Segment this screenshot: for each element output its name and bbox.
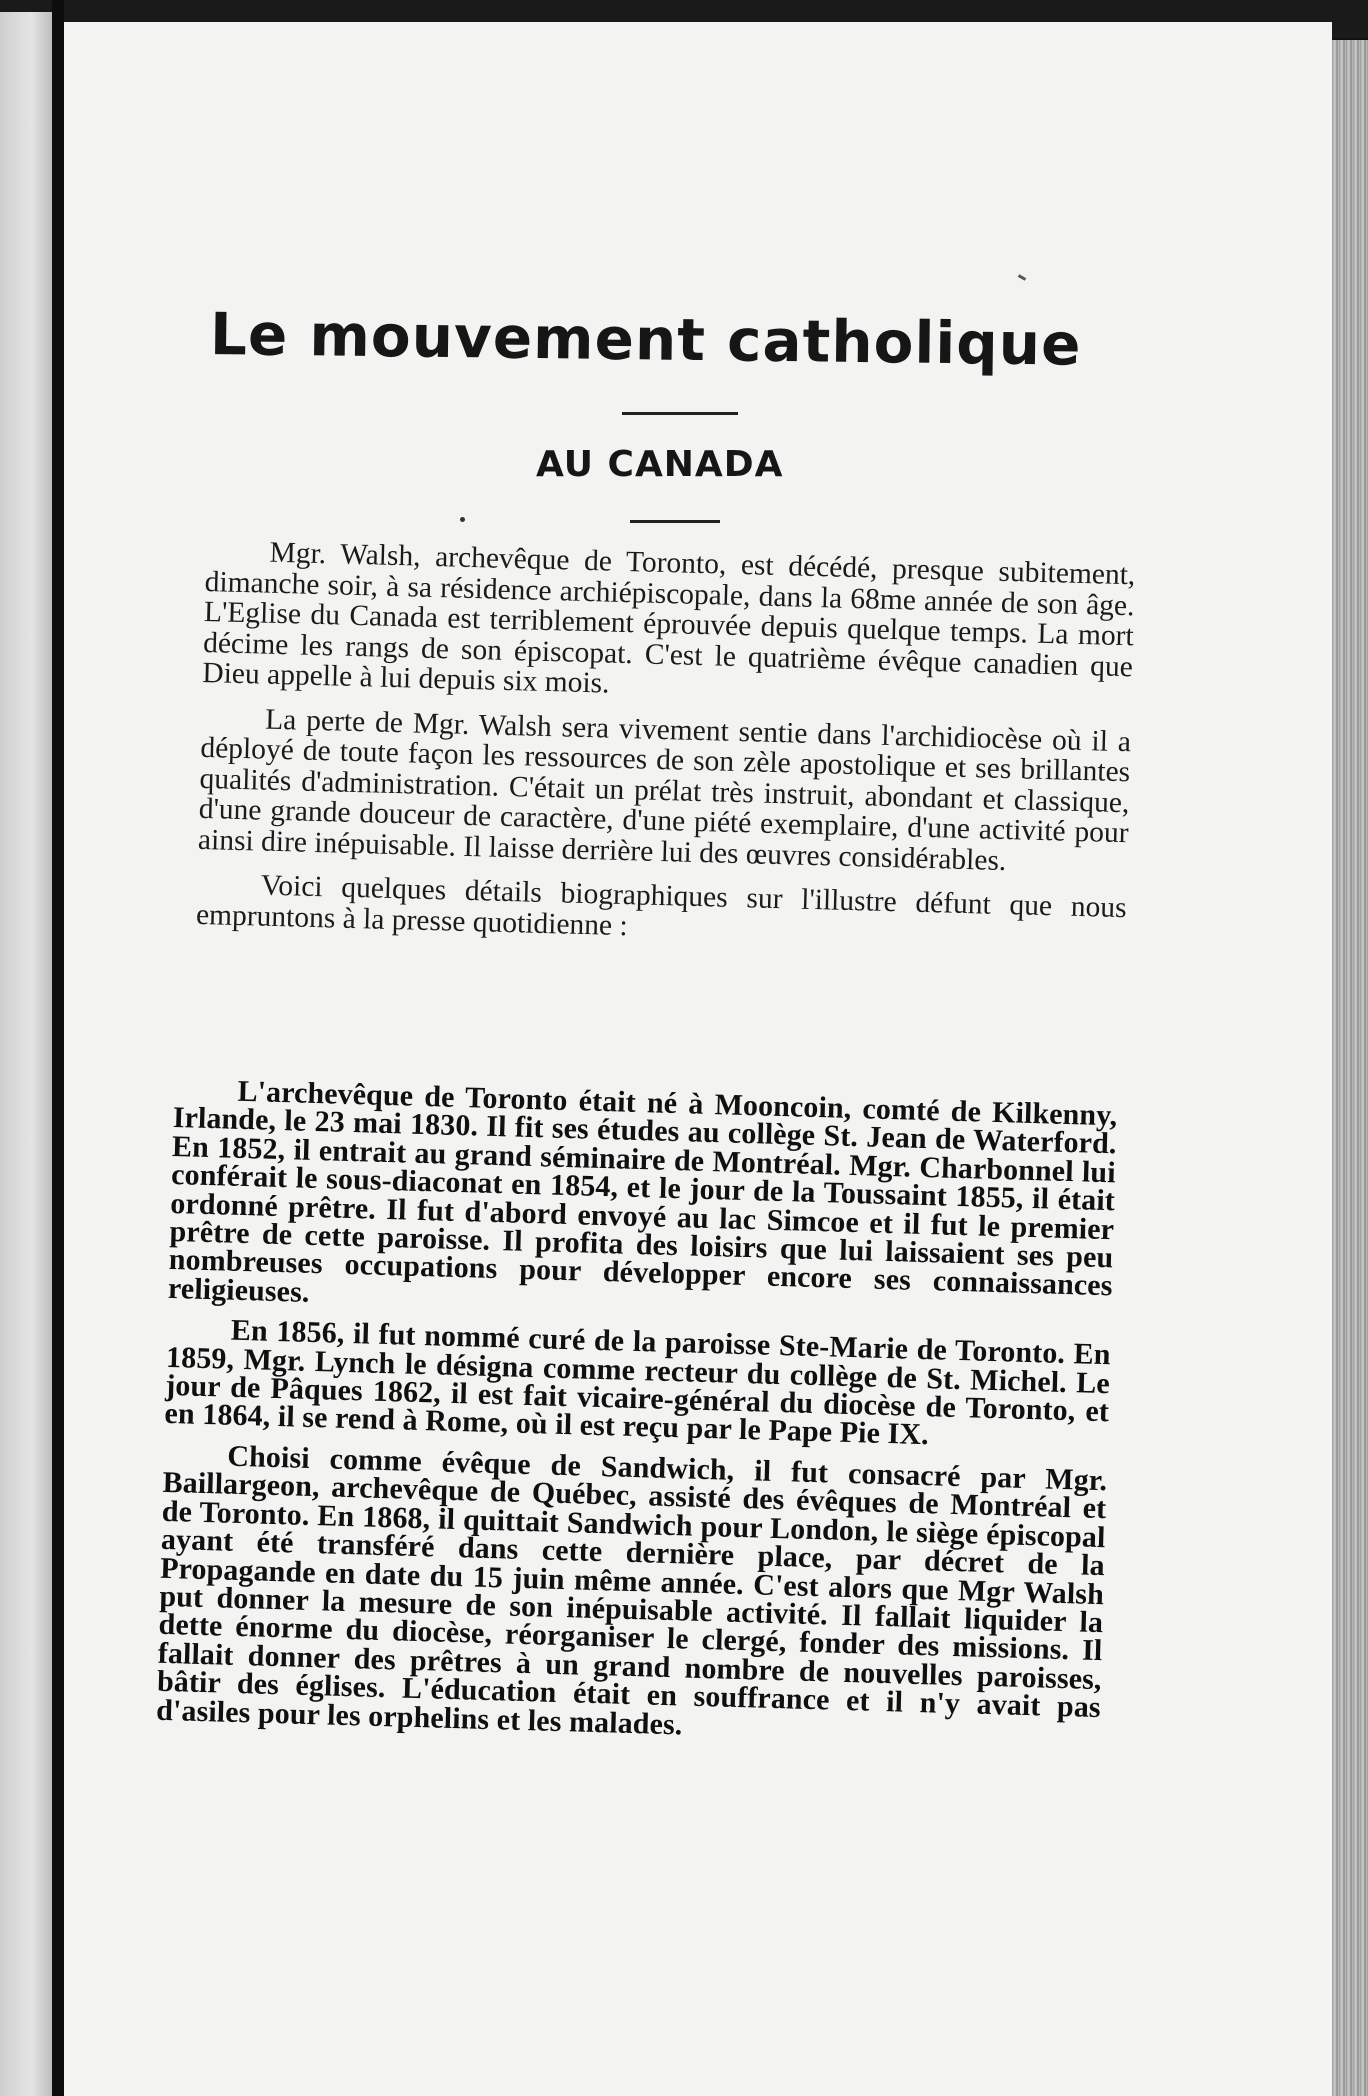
facing-page-edge — [0, 12, 52, 2096]
subtitle-rule — [630, 520, 720, 523]
paragraph: L'archevêque de Toronto était né à Mooncoin, comté de Kilkenny, Irlande, le 23 mai 1830. Il fit ses études au collège St. Jean de Waterford. En 1852, il entrait au grand séminaire de Montréal. Mgr. Charbonnel lui conférait le sous-diaconat en 1854, et le jour de la Toussaint 1855, il était ordonné prêtre. Il fut d'abord envoyé au lac Simcoe et il fut le premier prêtre de cette paroisse. Il profita des loisirs que lui laissaient ses peu nombreuses occupations pour développer encore ses connaissances religieuses. — [167, 1074, 1118, 1309]
paragraph: En 1856, il fut nommé curé de la paroisse Ste-Marie de Toronto. En 1859, Mgr. Lynch le désigna comme recteur du collège de St. Michel. Le jour de Pâques 1862, il est fait vicaire-général du diocèse de Toronto, et en 1864, il se rend à Rome, où il est reçu par le Pape Pie IX. — [164, 1313, 1112, 1452]
biography-text — [156, 1076, 1118, 1751]
intro-text — [196, 536, 1136, 954]
article-title: Le mouvement catholique — [209, 300, 1082, 379]
paragraph: Voici quelques détails biographiques sur l'illustre défunt que nous empruntons à la presse quotidienne : — [195, 869, 1127, 942]
article-subtitle: AU CANADA — [536, 444, 784, 485]
book-gutter — [52, 0, 64, 2096]
title-rule — [622, 412, 738, 415]
paragraph: La perte de Mgr. Walsh sera vivement sentie dans l'archidiocèse où il a déployé de toute façon les ressources de son zèle apostolique et ses brillantes qualités d'administration. C'était un prélat très instruit, abondant et classique, d'une grande douceur de caractère, d'une piété exemplaire, d'une activité pour ainsi dire inépuisable. Il laisse derrière lui des œuvres considérables. — [197, 703, 1132, 877]
ink-dot — [460, 517, 465, 522]
page-stack-edges — [1332, 40, 1368, 2096]
paragraph: Choisi comme évêque de Sandwich, il fut consacré par Mgr. Baillargeon, archevêque de Québec, assisté des évêques de Montréal et de Toronto. En 1868, il quittait Sandwich pour London, le siège épiscopal ayant été transféré dans cette dernière place, par décret de la Propagande en date du 15 juin même année. C'est alors que Mgr Walsh put donner la mesure de son inépuisable activité. Il fallait liquider la dette énorme du diocèse, réorganiser le clergé, fonder des missions. Il fallait donner des prêtres à un grand nombre de nouvelles paroisses, bâtir des églises. L'éducation était en souffrance et il n'y avait pas d'asiles pour les orphelins et les malades. — [155, 1439, 1108, 1741]
paragraph: Mgr. Walsh, archevêque de Toronto, est décédé, presque subitement, dimanche soir, à sa résidence archiépiscopale, dans la 68me année de son âge. L'Eglise du Canada est terriblement éprouvée depuis quelque temps. La mort décime les rangs de son épiscopat. C'est le quatrième évêque canadien que Dieu appelle à lui depuis six mois. — [201, 536, 1136, 700]
